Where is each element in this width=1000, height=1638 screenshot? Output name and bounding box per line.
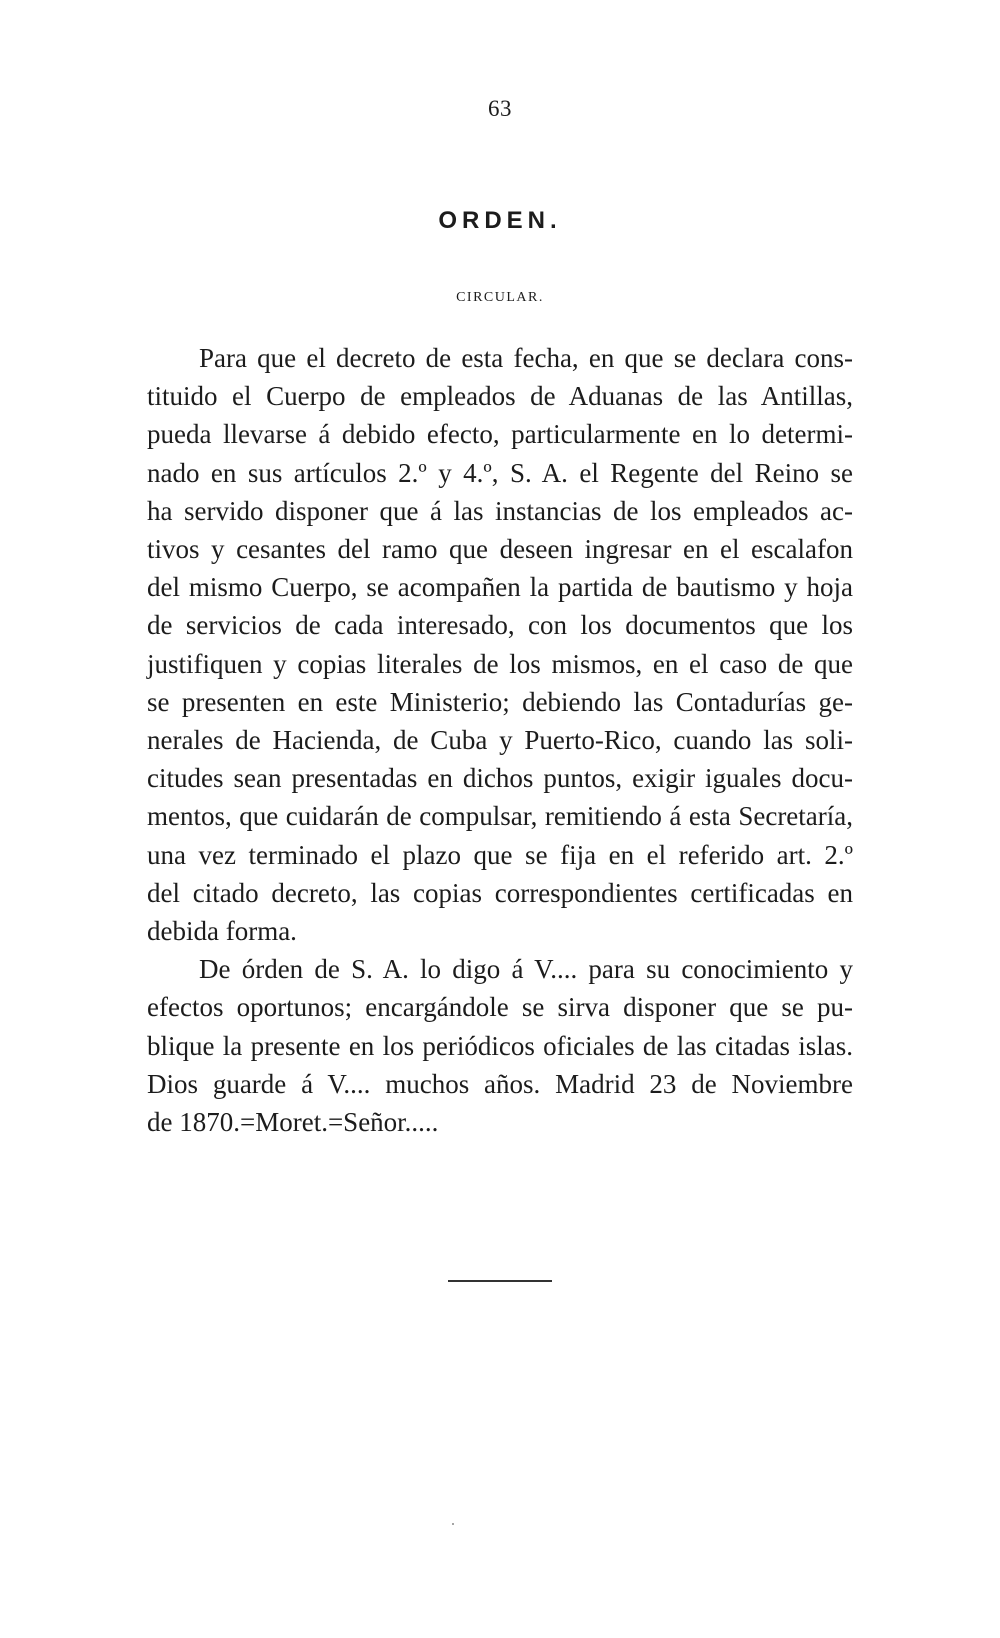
text-line: ha servido disponer que á las instancias de los empleados ac- [147, 495, 853, 526]
page-number: 63 [488, 96, 512, 121]
text-line: se presenten en este Ministerio; debiendo las Contadurías ge- [147, 686, 853, 717]
print-speck [452, 1523, 454, 1525]
text-line: de servicios de cada interesado, con los documentos que los [147, 610, 853, 641]
text-line: del mismo Cuerpo, se acompañen la partida de bautismo y hoja [147, 572, 853, 603]
text-line: tivos y cesantes del ramo que deseen ingresar en el escalafon [147, 534, 853, 565]
text-line: Para que el decreto de esta fecha, en que se declara cons- [199, 343, 853, 373]
text-line: mentos, que cuidarán de compulsar, remitiendo á esta Secretaría, [147, 801, 853, 832]
paragraph-closing [147, 950, 853, 1141]
document-body [147, 339, 853, 1141]
text-line: tituido el Cuerpo de empleados de Aduanas de las Antillas, [147, 381, 853, 412]
text-line: nado en sus artículos 2.º y 4.º, S. A. el Regente del Reino se [147, 457, 853, 488]
text-line: efectos oportunos; encargándole se sirva disponer que se pu- [147, 992, 853, 1023]
text-line: justifiquen y copias literales de los mismos, en el caso de que [147, 648, 853, 679]
text-line: del citado decreto, las copias correspondientes certificadas en [147, 877, 853, 908]
text-line: debida forma. [147, 916, 297, 947]
document-title: ORDEN. [438, 207, 562, 234]
text-line: blique la presente en los periódicos oficiales de las citadas islas. [147, 1030, 853, 1061]
end-rule-divider [448, 1280, 552, 1282]
text-line: citudes sean presentadas en dichos puntos, exigir iguales docu- [147, 763, 853, 794]
text-line: Dios guarde á V.... muchos años. Madrid 23 de Noviembre [147, 1068, 853, 1099]
paragraph-decree [147, 339, 853, 950]
document-subtitle: CIRCULAR. [456, 290, 544, 305]
text-line: pueda llevarse á debido efecto, particularmente en lo determi- [147, 419, 853, 450]
signature-line: de 1870.=Moret.=Señor..... [147, 1107, 439, 1138]
text-line: De órden de S. A. lo digo á V.... para su conocimiento y [199, 954, 853, 985]
text-line: nerales de Hacienda, de Cuba y Puerto-Rico, cuando las soli- [147, 725, 853, 756]
text-line: una vez terminado el plazo que se fija en el referido art. 2.º [147, 839, 853, 870]
